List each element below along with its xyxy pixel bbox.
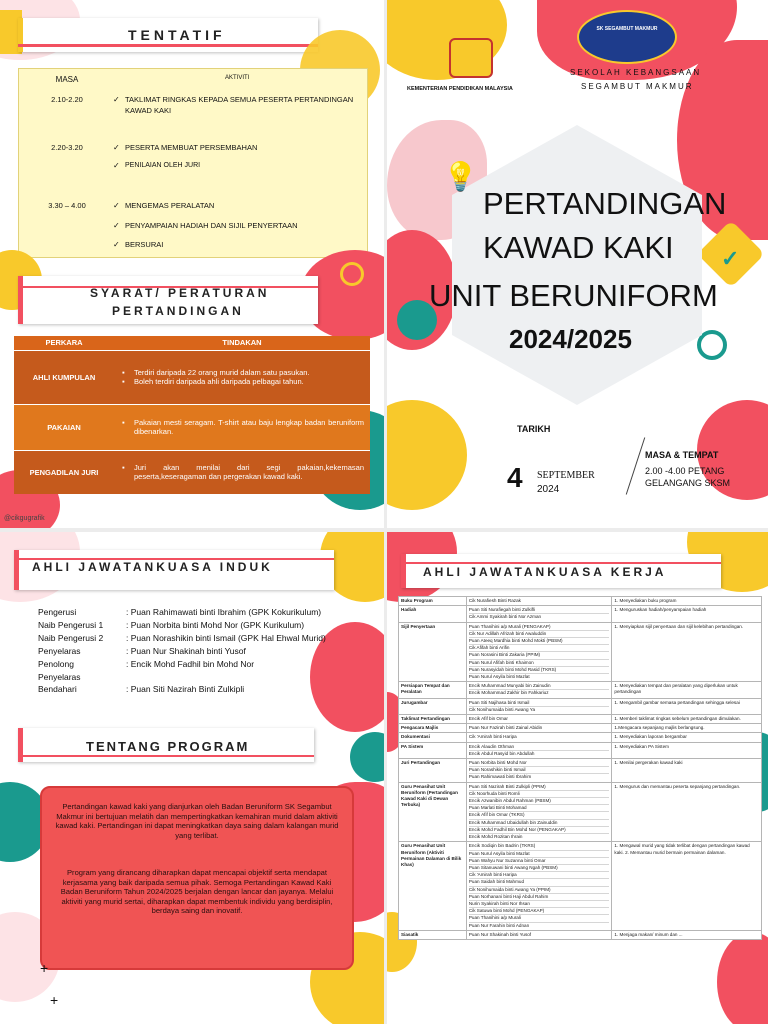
tarikh-year: 2024: [537, 484, 560, 495]
tugas-cell: Guru Penasihat Unit Beruniform (Pertandingan Kawad Kaki di Dewan Terbuka): [399, 782, 467, 842]
check-icon: ✓: [113, 201, 120, 210]
committee-name: Encik Mohd Rozitan Ihrain: [468, 834, 523, 840]
tarikh-day: 4: [507, 462, 523, 493]
tentang-para1: Pertandingan kawad kaki yang dianjurkan oleh Badan Beruniform SK Segambut Makmur ini bertujuan melatih dan mempertingkatkan kemahiran murid dalam aktiviti kawad kaki. Pertandingan ini dapat meningkatkan daya saing dalam kalangan murid yang terlibat.: [55, 802, 339, 840]
divider: [626, 437, 645, 494]
table-row: [399, 759, 762, 783]
committee-name: Puan Norasini Binti Zakaria (PPIM): [469, 652, 610, 659]
title-year: 2024/2025: [509, 324, 632, 354]
committee-name: Encik Afif bin Omar: [468, 716, 508, 722]
names-cell: [466, 606, 612, 622]
committee-name: Cik 'Amirah binti Haripa: [468, 734, 517, 740]
committee-name: Puan Siti Najihasa binti Ismail: [469, 700, 610, 707]
committee-name: Cik Nonihumaida binti Awang Ya (PPIM): [469, 887, 610, 894]
tarikh-month: SEPTEMBER: [537, 470, 595, 481]
table-row: [399, 742, 762, 758]
table-row: [399, 715, 762, 724]
committee-name: Puan Siti Nurafiegah binti Zulkifli: [469, 607, 610, 614]
names-cell: [466, 724, 612, 733]
committee-name: Cik Nonihumaida binti Awang Ya: [468, 706, 535, 712]
tugas-cell: Persiapan Tempat dan Peralatan: [399, 682, 467, 698]
names-cell: [466, 622, 612, 682]
red-line: [18, 755, 314, 757]
col-aktiviti: AKTIVITI: [225, 75, 250, 81]
table-row: [399, 782, 762, 842]
committee-name: Puan Wahyu Nur Suzanna binti Omar: [469, 858, 610, 865]
table-row: [399, 622, 762, 682]
desc-cell: 1. Memberi taklimat ringkas sebelum pertandingan dimulakan.: [612, 715, 762, 724]
table-row: [399, 682, 762, 698]
table-row: [399, 597, 762, 606]
kerja-heading: AHLI JAWATANKUASA KERJA: [423, 565, 667, 579]
committee-name: Cik Noorhuda binti Romli: [469, 791, 610, 798]
tentang-heading: TENTANG PROGRAM: [86, 739, 250, 754]
syarat-heading-1: SYARAT/ PERATURAN: [90, 286, 270, 300]
committee-name: Puan Nur Farahin binti Adnan: [468, 922, 530, 928]
masa-place: GELANGANG SKSM: [645, 478, 731, 488]
tugas-cell: Buku Program: [399, 597, 467, 606]
desc-cell: 1. Menilai pergerakan kawad kaki: [612, 759, 762, 783]
school-line2: SEGAMBUT MAKMUR: [581, 82, 694, 91]
bg-blob: [350, 732, 384, 782]
tentatif-panel: [0, 0, 384, 528]
induk-row: Penyelaras: [38, 672, 81, 682]
bg-blob: [387, 400, 467, 510]
tugas-cell: Juri Pertandingan: [399, 759, 467, 783]
desc-cell: 1. Mengurus dan memantau peserta sepanjang pertandingan.: [612, 782, 762, 842]
desc-cell: 1. Menyediakan laporan bergambar: [612, 733, 762, 742]
title-line1: PERTANDINGAN: [483, 186, 727, 221]
tentatif-table: [18, 68, 368, 258]
induk-heading: AHLI JAWATANKUASA INDUK: [32, 560, 273, 574]
committee-name: Puan Ateeq Mardhia binti Mohd Mokti (PBSM): [469, 638, 610, 645]
committee-name: Cik Nurafiesh Binti Razak: [468, 598, 521, 603]
tugas-cell: Siasatik: [399, 930, 467, 939]
activity-2a: ✓ PESERTA MEMBUAT PERSEMBAHAN: [113, 143, 258, 152]
committee-name: Cik 'Amirah binti Haripa: [469, 872, 610, 879]
names-cell: [466, 597, 612, 606]
committee-name: Puan Nurasyidah binti Mohd Rasid (TKRS): [469, 667, 610, 674]
table-row: [399, 724, 762, 733]
masa-time: 2.00 -4.00 PETANG: [645, 466, 725, 476]
committee-name: Puan Rahimawati binti Ibrahim: [468, 774, 532, 780]
col-perkara: PERKARA: [14, 336, 114, 350]
desc-cell: 1. Menyediakan tempat dan peralatan yang diperlukan untuk pertandingan: [612, 682, 762, 698]
tugas-cell: Dokumentasi: [399, 733, 467, 742]
syarat-table: [14, 336, 370, 494]
tugas-cell: Hadiah: [399, 606, 467, 622]
activity-3b: ✓ PENYAMPAIAN HADIAH DAN SIJIL PENYERTAAN: [113, 221, 298, 230]
activity-2b: ✓ PENILAIAN OLEH JURI: [113, 161, 201, 170]
kementerian-text: KEMENTERIAN PENDIDIKAN MALAYSIA: [407, 86, 513, 92]
desc-cell: 1. Mengawal murid yang tidak terlibat dengan pertandingan kawad kaki. 2. Memantau murid bermain permainan dalaman.: [612, 842, 762, 930]
committee-name: Encik Muhammad Munyabi bin Zainudin: [469, 683, 610, 690]
tugas-cell: Guru Penasihat Unit Beruniform (Aktiviti Permainan Dalaman di Bilik Khas): [399, 842, 467, 930]
syarat-heading-2: PERTANDINGAN: [112, 304, 244, 318]
committee-name: Nurin Syakirah binti Nor Ihsan: [469, 901, 610, 908]
jata-logo: [449, 38, 493, 78]
tugas-cell: Jurugambar: [399, 698, 467, 714]
masa-label: MASA & TEMPAT: [645, 450, 719, 460]
committee-name: Encik Azwanibin Abdul Rahman (PBSM): [469, 798, 610, 805]
tindakan-cell: ▪ Terdiri daripada 22 orang murid dalam satu pasukan. ▪ Boleh terdiri daripada ahli daripada pelbagai tahun.: [114, 350, 370, 404]
desc-cell: 1. Menyediakan PA Sistem: [612, 742, 762, 758]
committee-name: Encik Alaudin Othman: [469, 744, 610, 751]
names-cell: [466, 842, 612, 930]
committee-name: Encik Sodiqin bin Badrin (TKRS): [469, 843, 610, 850]
tindakan-cell: ▪ Juri akan menilai dari segi pakaian,kekemasan peserta,keseragaman dan pergerakan kawad kaki.: [114, 450, 370, 494]
red-underline: [18, 44, 318, 47]
cover-panel: [387, 0, 768, 528]
committee-name: Puan Nurul Asyila binti Mazlat: [469, 851, 610, 858]
committee-name: Cik Satuwa binti Mohd (PENGAKAP): [469, 908, 610, 915]
time-2: 2.20-3.20: [51, 143, 83, 152]
tentang-para2: Program yang dirancang diharapkan dapat mencapai objektif serta mendapat kerjasama yang baik daripada semua pihak. Semoga Pertandingan Kawad Kaki Badan Beruniform Tahun 2024/2025 berjalan dengan lancar dan jayanya. Melalui aktiviti yang murid sertai, diharapkan dapat membentuk individu yang berdisiplin, berdaya saing dan inovatif.: [60, 868, 334, 916]
table-row: [14, 350, 370, 404]
tugas-cell: Taklimat Pertandingan: [399, 715, 467, 724]
committee-name: Puan Sitanuwani binti Awang Ngah (PBSM): [469, 865, 610, 872]
names-cell: [466, 759, 612, 783]
committee-name: Puan Norashikin binti Ismail: [469, 767, 610, 774]
activity-3c: ✓ BERSURAI: [113, 240, 164, 249]
committee-name: Encik Muhammad Ubaidullah bin Zainuddin: [469, 820, 610, 827]
time-3: 3.30 – 4.00: [48, 201, 86, 210]
title-line2: KAWAD KAKI: [483, 230, 674, 265]
induk-row: Naib Pengerusi 2 : Puan Norashikin binti Ismail (GPK Hal Ehwal Murid): [38, 633, 326, 643]
school-logo: [577, 10, 677, 64]
committee-name: Encik Abdul Rasyid bin Abdullah: [468, 750, 535, 756]
perkara-cell: AHLI KUMPULAN: [14, 350, 114, 404]
induk-row: Pengerusi : Puan Rahimawati binti Ibrahim (GPK Kokurikulum): [38, 607, 322, 617]
names-cell: [466, 715, 612, 724]
names-cell: [466, 782, 612, 842]
committee-name: Encik Mohd Fadhil Bin Mohd Nor (PENGAKAP): [469, 827, 610, 834]
names-cell: [466, 930, 612, 939]
check-icon: ✓: [113, 143, 120, 152]
tugas-cell: PA Sistem: [399, 742, 467, 758]
committee-name: Cik Ammi Syakirah binti Nor Azman: [468, 614, 542, 620]
col-masa: MASA: [55, 75, 79, 84]
kerja-table: [398, 596, 762, 940]
induk-list: [38, 606, 326, 696]
committee-name: Cik Afifah binti Arifin: [469, 645, 610, 652]
desc-cell: 1. Menguruskan hadiah/penyampaian hadiah: [612, 606, 762, 622]
check-icon: ✓: [113, 95, 120, 104]
plus-icon: +: [50, 992, 59, 1008]
ring-deco: [340, 262, 364, 286]
induk-row: Bendahari : Puan Siti Nazirah Binti Zulkipli: [38, 684, 245, 694]
table-row: [399, 842, 762, 930]
committee-name: Puan Nur Fazirah binti Zainal Abidin: [468, 725, 543, 731]
committee-name: Cik Nur Adillah Afrizah binti Awaluddin: [469, 631, 610, 638]
bg-blob: [717, 932, 768, 1024]
tentatif-heading: TENTATIF: [128, 27, 226, 43]
committee-name: Puan Saidah binti Mahmud: [469, 879, 610, 886]
committee-name: Puan Marlati Binti Mohamad: [469, 805, 610, 812]
tarikh-label: TARIKH: [517, 424, 551, 434]
tindakan-cell: ▪ Pakaian mesti seragam. T-shirt atau baju lengkap badan beruniform dibenarkan.: [114, 404, 370, 450]
col-tindakan: TINDAKAN: [114, 336, 370, 350]
activity-3a: ✓ MENGEMAS PERALATAN: [113, 201, 215, 210]
names-cell: [466, 742, 612, 758]
school-logo-text: SK SEGAMBUT MAKMUR: [596, 26, 658, 32]
red-line: [401, 562, 721, 564]
committee-name: Puan Siti Nazirah Binti Zulkipli (PPIM): [469, 784, 610, 791]
induk-row: Penolong : Encik Mohd Fadhil bin Mohd Nor: [38, 659, 255, 669]
table-row: [399, 733, 762, 742]
activity-1: ✓ TAKLIMAT RINGKAS KEPADA SEMUA PESERTA PERTANDINGAN KAWAD KAKI: [113, 95, 354, 115]
table-row: [14, 450, 370, 494]
perkara-cell: PENGADILAN JURI: [14, 450, 114, 494]
check-icon: ✓: [113, 161, 120, 170]
committee-name: Puan Thanihini a/p Murali (PENGAKAP): [469, 624, 610, 631]
committee-name: Puan Nurul Afifah binti Khaimon: [469, 660, 610, 667]
committee-name: Puan Norbita binti Mohd Nor: [469, 760, 610, 767]
desc-cell: 1.Mengacara sepanjang majlis berlangsung.: [612, 724, 762, 733]
table-row: [399, 606, 762, 622]
title-line3: UNIT BERUNIFORM: [429, 278, 718, 313]
table-row: [399, 698, 762, 714]
perkara-cell: PAKAIAN: [14, 404, 114, 450]
induk-row: Penyelaras : Puan Nur Shakinah binti Yusof: [38, 646, 246, 656]
committee-name: Puan Norhanani binti Haji Abdul Rahim: [469, 894, 610, 901]
tugas-cell: Sijil Penyertaan: [399, 622, 467, 682]
school-line1: SEKOLAH KEBANGSAAN: [570, 68, 702, 77]
check-icon: ✓: [113, 240, 120, 249]
check-icon: ✓: [721, 246, 740, 271]
desc-cell: 1. Mengambil gambar semasa pertandingan sehingga selesai: [612, 698, 762, 714]
time-1: 2.10-2.20: [51, 95, 83, 104]
tugas-cell: Pengacara Majlis: [399, 724, 467, 733]
committee-name: Encik Afif bin Omar (TKRS): [469, 812, 610, 819]
desc-cell: 1. Menjaga makan/ minum dan ...: [612, 930, 762, 939]
watermark: @cikgugrafik: [4, 515, 45, 522]
committee-name: Puan Nurul Asyila binti Mazlat: [468, 674, 530, 680]
plus-icon: +: [40, 960, 49, 976]
names-cell: [466, 682, 612, 698]
table-row: [399, 930, 762, 939]
induk-row: Naib Pengerusi 1 : Puan Norbita binti Mohd Nor (GPK Kurikulum): [38, 620, 305, 630]
committee-name: Puan Thanihini a/p Murali: [469, 915, 610, 922]
committee-name: Puan Nur Shakinah binti Yusof: [468, 931, 532, 937]
names-cell: [466, 698, 612, 714]
names-cell: [466, 733, 612, 742]
check-icon: ✓: [113, 221, 120, 230]
table-row: [14, 404, 370, 450]
desc-cell: 1. Menyediakan buku program: [612, 597, 762, 606]
lightbulb-icon: 💡: [443, 161, 478, 192]
desc-cell: 1. Menyiapkan sijil penyertaan dan sijil kelebihan pertandingan.: [612, 622, 762, 682]
committee-name: Encik Mohammad Zakhir bin Fahkariuz: [468, 690, 549, 696]
